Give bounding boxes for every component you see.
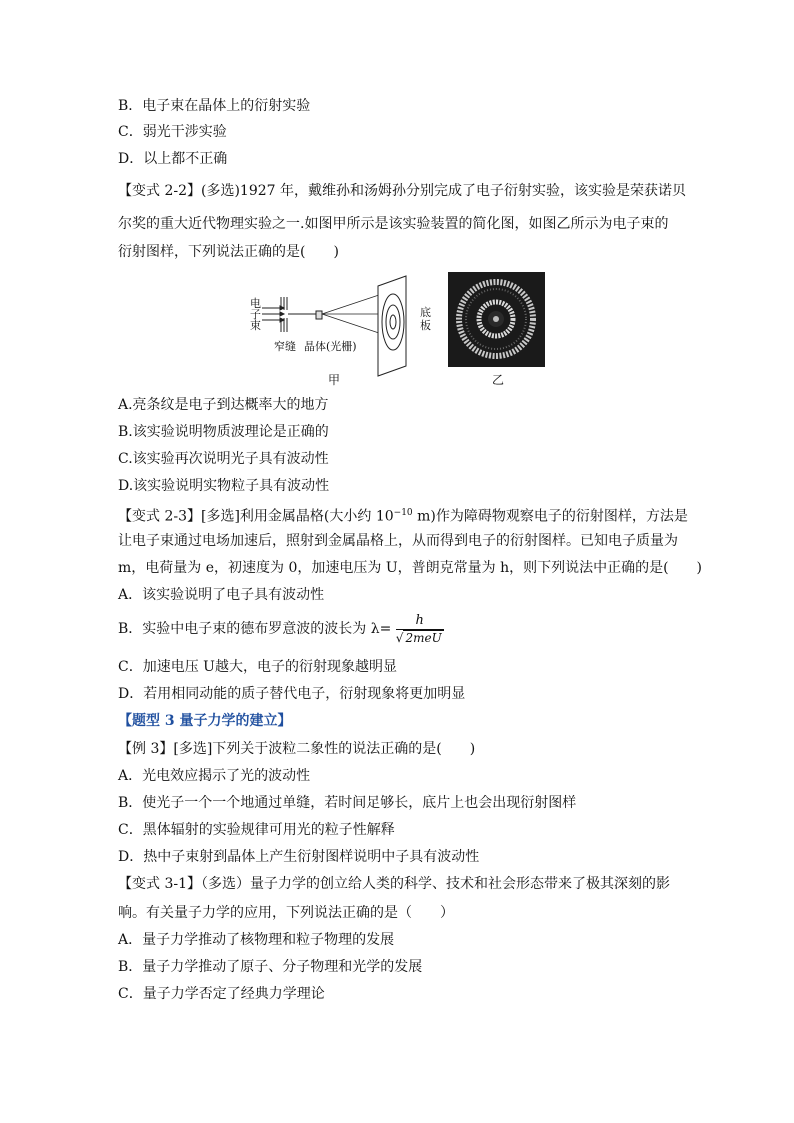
question-3-1-option-c: C．量子力学否定了经典力学理论 bbox=[118, 986, 325, 1002]
option-b: B.该实验说明物质波理论是正确的 bbox=[118, 424, 329, 440]
question-3-1-line-1: 【变式 3-1】（多选）量子力学的创立给人类的科学、技术和社会形态带来了极其深刻的影 bbox=[118, 876, 670, 892]
example-3-question: 【例 3】[多选]下列关于波粒二象性的说法正确的是( ) bbox=[118, 741, 476, 757]
electron-diffraction-figure bbox=[248, 270, 548, 385]
example-3-option-d: D．热中子束射到晶体上产生衍射图样说明中子具有波动性 bbox=[118, 849, 480, 865]
example-3-option-c: C．黑体辐射的实验规律可用光的粒子性解释 bbox=[118, 822, 395, 838]
apparatus-diagram bbox=[248, 270, 548, 385]
option-b-previous: B．电子束在晶体上的衍射实验 bbox=[118, 98, 311, 114]
option-d: D.该实验说明实物粒子具有波动性 bbox=[118, 478, 330, 494]
beam-label: 电 子 束 bbox=[250, 297, 261, 332]
question-2-2-line-3: 衍射图样，下列说法正确的是( ) bbox=[118, 244, 339, 260]
option-a: A.亮条纹是电子到达概率大的地方 bbox=[118, 397, 329, 413]
example-3-option-b: B．使光子一个一个地通过单缝，若时间足够长，底片上也会出现衍射图样 bbox=[118, 795, 577, 811]
question-2-3-option-d: D．若用相同动能的质子替代电子，衍射现象将更加明显 bbox=[118, 686, 466, 702]
question-2-3-line-1: 【变式 2-3】[多选]利用金属晶格(大小约 $10^{-10}$ m)作为障碍物观察电子的衍射图样，方法是 bbox=[118, 508, 688, 525]
question-2-3-line-3: m，电荷量为 e，初速度为 0，加速电压为 U，普朗克常量为 h，则下列说法中正确的是( ) bbox=[118, 560, 703, 576]
slit-label: 窄缝 bbox=[274, 340, 296, 353]
option-d-previous: D．以上都不正确 bbox=[118, 151, 228, 167]
question-3-1-option-a: A．量子力学推动了核物理和粒子物理的发展 bbox=[118, 932, 395, 948]
question-3-1-option-b: B．量子力学推动了原子、分子物理和光学的发展 bbox=[118, 959, 423, 975]
question-2-3-line-2: 让电子束通过电场加速后，照射到金属晶格上，从而得到电子的衍射图样。已知电子质量为 bbox=[118, 533, 678, 549]
question-2-2-line-1: 【变式 2-2】(多选)1927 年，戴维孙和汤姆孙分别完成了电子衍射实验，该实验是荣获诺贝 bbox=[118, 183, 686, 199]
question-2-3-option-c: C．加速电压 U越大，电子的衍射现象越明显 bbox=[118, 659, 397, 675]
section-heading-topic-3: 【题型 3 量子力学的建立】 bbox=[118, 713, 292, 729]
option-c-previous: C．弱光干涉实验 bbox=[118, 124, 227, 140]
question-2-3-option-b: B．实验中电子束的德布罗意波的波长为 λ= $\frac{h}{\text{√ 2meU}}$ bbox=[118, 612, 442, 645]
crystal-label: 晶体(光栅) bbox=[304, 340, 357, 353]
caption-yi: 乙 bbox=[492, 373, 505, 387]
option-c: C.该实验再次说明光子具有波动性 bbox=[118, 451, 329, 467]
example-3-option-a: A．光电效应揭示了光的波动性 bbox=[118, 768, 311, 784]
screen-label: 底 板 bbox=[420, 306, 431, 332]
question-3-1-line-2: 响。有关量子力学的应用，下列说法正确的是（ ） bbox=[118, 905, 454, 921]
question-2-2-line-2: 尔奖的重大近代物理实验之一.如图甲所示是该实验装置的简化图，如图乙所示为电子束的 bbox=[118, 216, 669, 232]
diffraction-pattern bbox=[448, 272, 545, 367]
wavelength-formula: $\frac{h}{\text{√ 2meU}}$ bbox=[395, 612, 442, 645]
crystal-grating bbox=[316, 311, 322, 319]
caption-jia: 甲 bbox=[328, 373, 341, 387]
question-2-3-option-a: A．该实验说明了电子具有波动性 bbox=[118, 587, 325, 603]
